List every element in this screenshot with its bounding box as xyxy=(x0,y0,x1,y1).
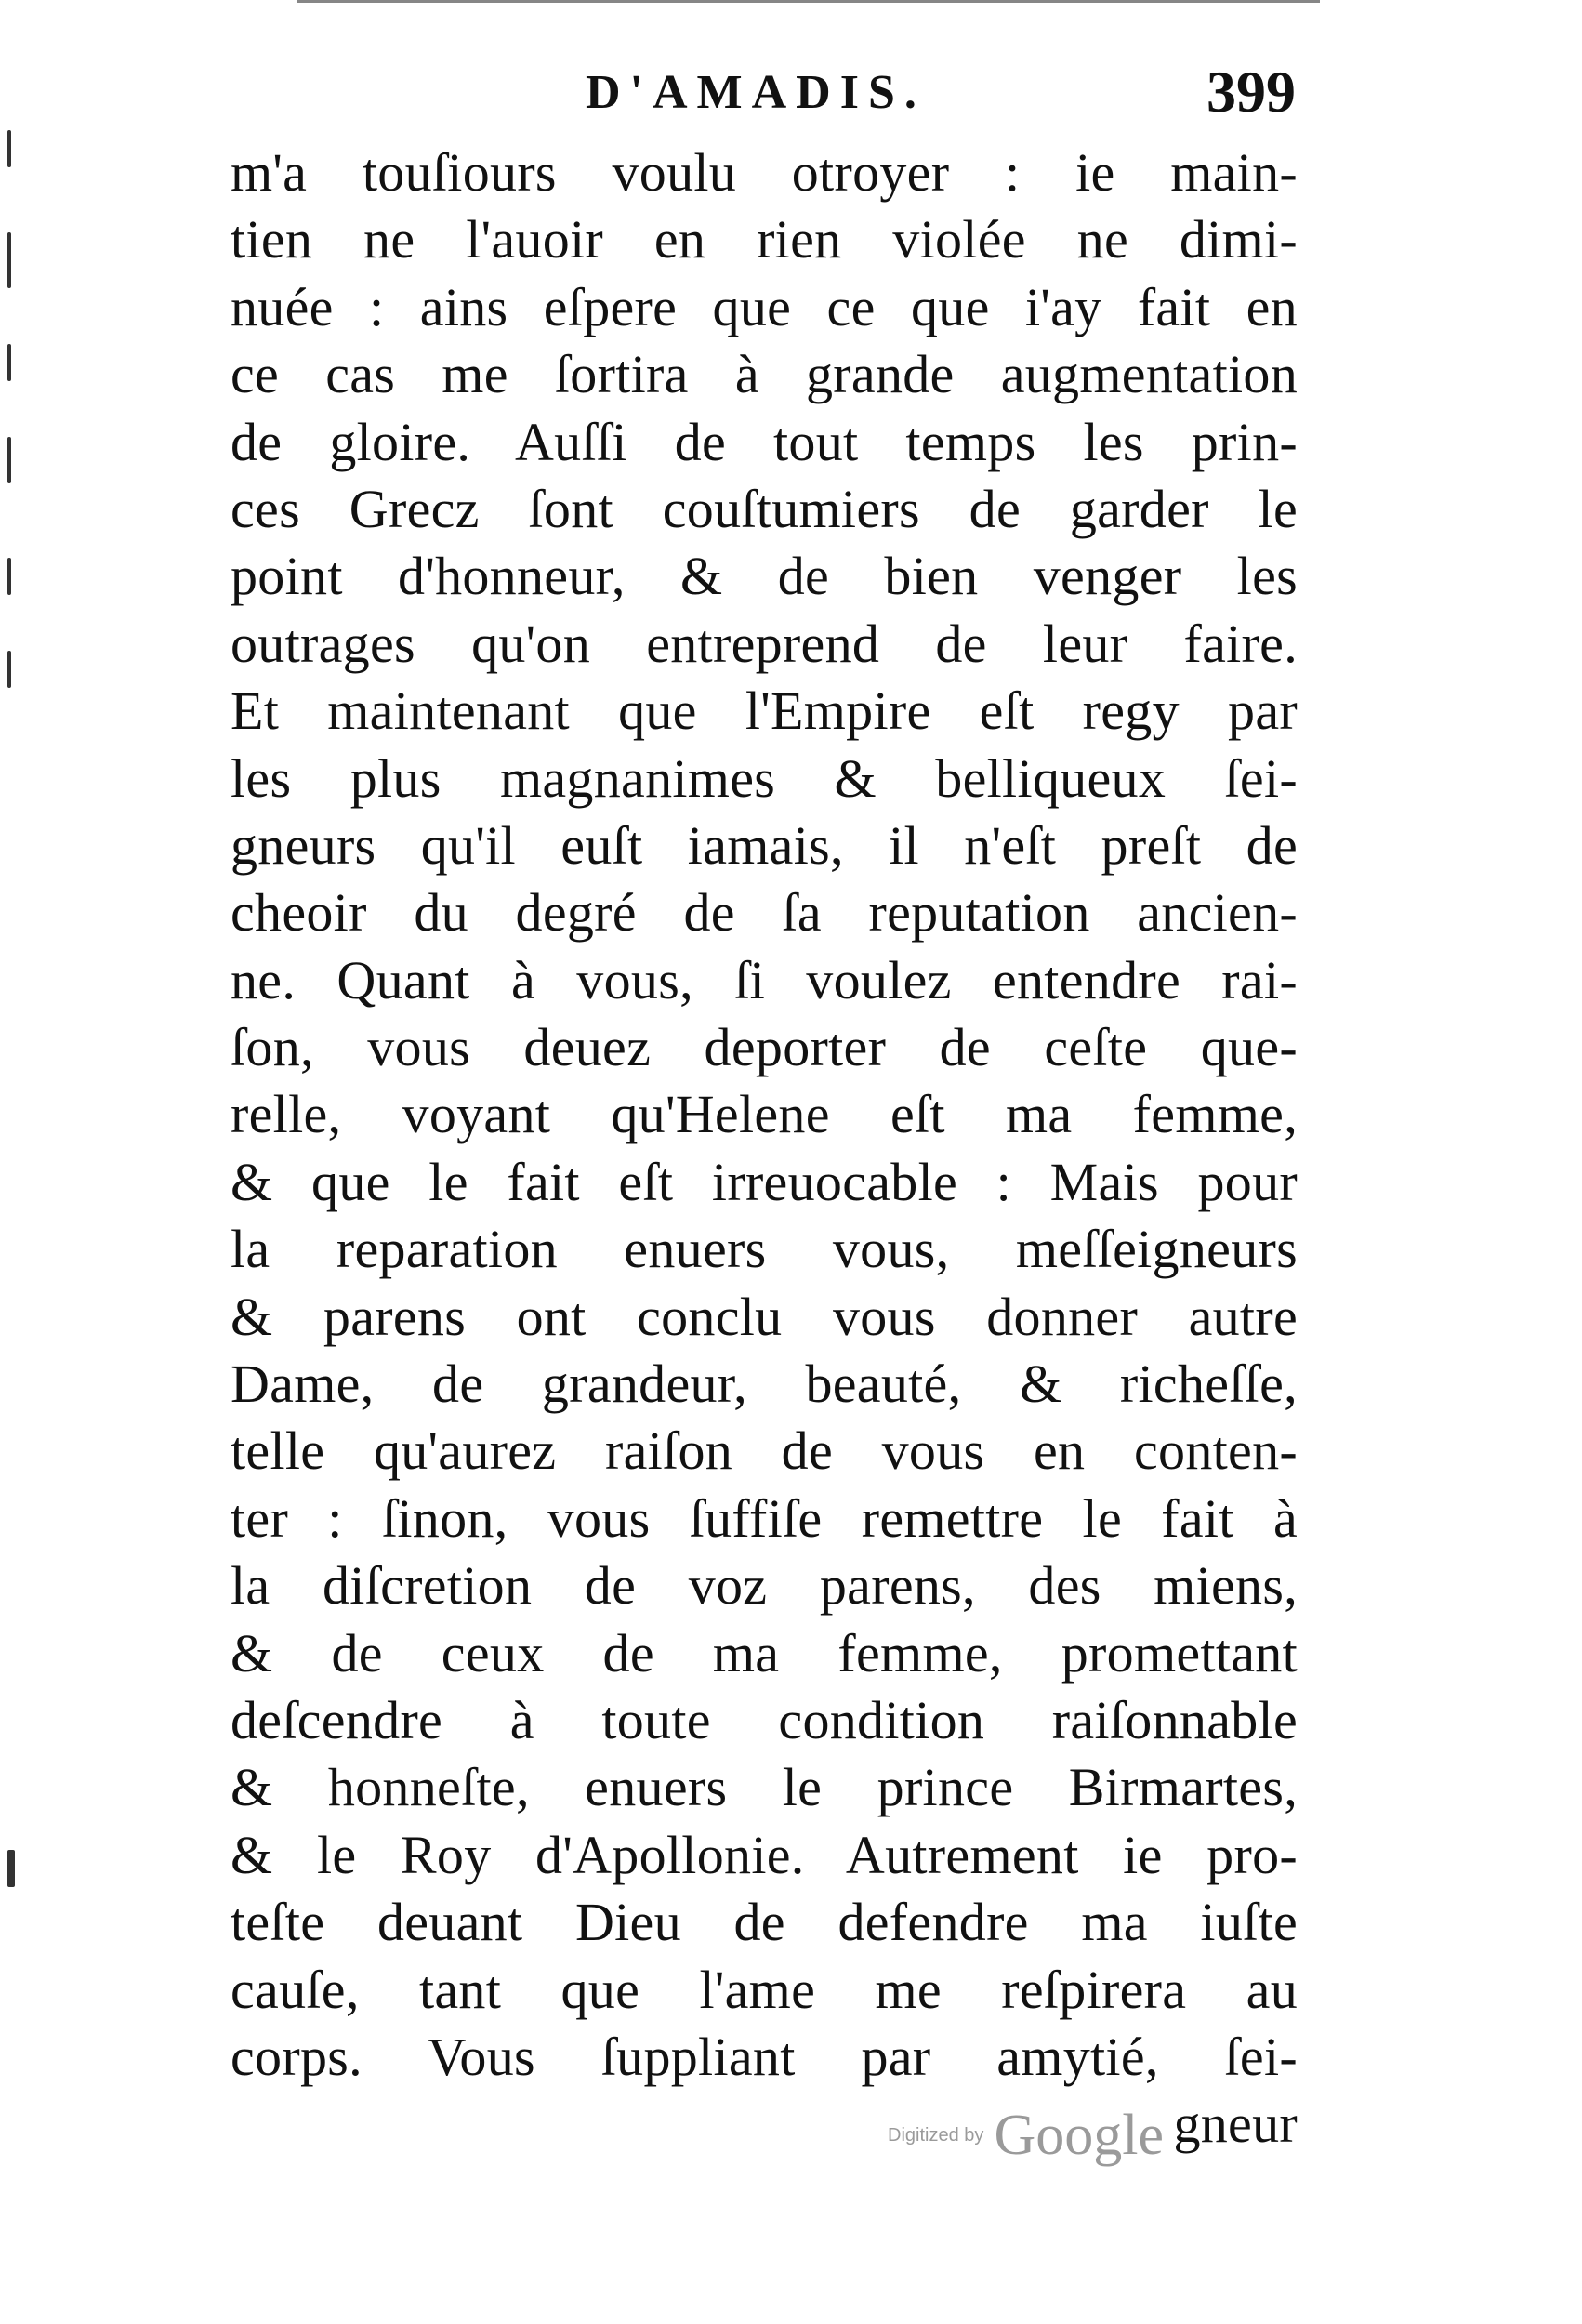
text-line: ter : ſinon, vous ſuffiſe remettre le fait à xyxy=(231,1487,1298,1549)
text-line: deſcendre à toute condition raiſonnable xyxy=(231,1689,1298,1750)
text-line: Et maintenant que l'Empire eſt regy par xyxy=(231,680,1298,742)
text-line: gneurs qu'il euſt iamais, il n'eſt preſt de xyxy=(231,814,1298,876)
text-line: ne. Quant à vous, ſi voulez entendre rai- xyxy=(231,949,1298,1010)
text-line: les plus magnanimes & belliqueux ſei- xyxy=(231,747,1298,809)
left-margin-scan-marks xyxy=(0,0,28,2324)
margin-mark xyxy=(7,344,11,381)
text-line: cheoir du degré de ſa reputation ancien- xyxy=(231,882,1298,944)
text-line: tien ne l'auoir en rien violée ne dimi- xyxy=(231,209,1298,271)
margin-mark xyxy=(7,558,11,595)
text-line: nuée : ains eſpere que ce que i'ay fait en xyxy=(231,276,1298,337)
text-line: point d'honneur, & de bien venger les xyxy=(231,546,1298,607)
google-logo: Google xyxy=(994,2104,1165,2167)
text-line: & le Roy d'Apollonie. Autrement ie pro- xyxy=(231,1824,1298,1885)
text-line: Dame, de grandeur, beauté, & richeſſe, xyxy=(231,1353,1298,1415)
page-number: 399 xyxy=(1206,59,1296,125)
running-title: D'AMADIS. xyxy=(586,66,926,119)
text-line: & honneſte, enuers le prince Birmartes, xyxy=(231,1757,1298,1818)
margin-mark xyxy=(7,232,11,288)
margin-mark xyxy=(7,130,11,167)
text-line: ſon, vous deuez deporter de ceſte que- xyxy=(231,1017,1298,1078)
text-line: de gloire. Auſſi de tout temps les prin- xyxy=(231,411,1298,472)
text-line: cauſe, tant que l'ame me reſpirera au xyxy=(231,1959,1298,2020)
text-line: telle qu'aurez raiſon de vous en conten- xyxy=(231,1420,1298,1482)
watermark-prefix: Digitized by xyxy=(888,2125,984,2146)
digitization-watermark xyxy=(888,2103,1164,2169)
margin-mark xyxy=(7,1850,15,1887)
text-line: & que le fait eſt irreuocable : Mais pour xyxy=(231,1151,1298,1212)
text-line: outrages qu'on entreprend de leur faire. xyxy=(231,613,1298,674)
margin-mark xyxy=(7,437,11,483)
text-line: teſte deuant Dieu de defendre ma iuſte xyxy=(231,1892,1298,1953)
text-line: & de ceux de ma femme, promettant xyxy=(231,1622,1298,1684)
scan-edge xyxy=(297,0,1320,8)
text-line: ces Grecz ſont couſtumiers de garder le xyxy=(231,478,1298,539)
text-line: la reparation enuers vous, meſſeigneurs xyxy=(231,1219,1298,1280)
text-line: corps. Vous ſuppliant par amytié, ſei- xyxy=(231,2026,1298,2087)
text-line: m'a touſiours voulu otroyer : ie main- xyxy=(231,142,1298,203)
text-line: & parens ont conclu vous donner autre xyxy=(231,1286,1298,1347)
text-line: ce cas me ſortira à grande augmentation xyxy=(231,344,1298,405)
page-header xyxy=(232,58,1311,141)
text-line: la diſcretion de voz parens, des miens, xyxy=(231,1555,1298,1617)
text-line: relle, voyant qu'Helene eſt ma femme, xyxy=(231,1084,1298,1145)
body-text xyxy=(231,139,1298,2159)
catchword: gneur xyxy=(1173,2093,1298,2155)
margin-mark xyxy=(7,651,11,688)
